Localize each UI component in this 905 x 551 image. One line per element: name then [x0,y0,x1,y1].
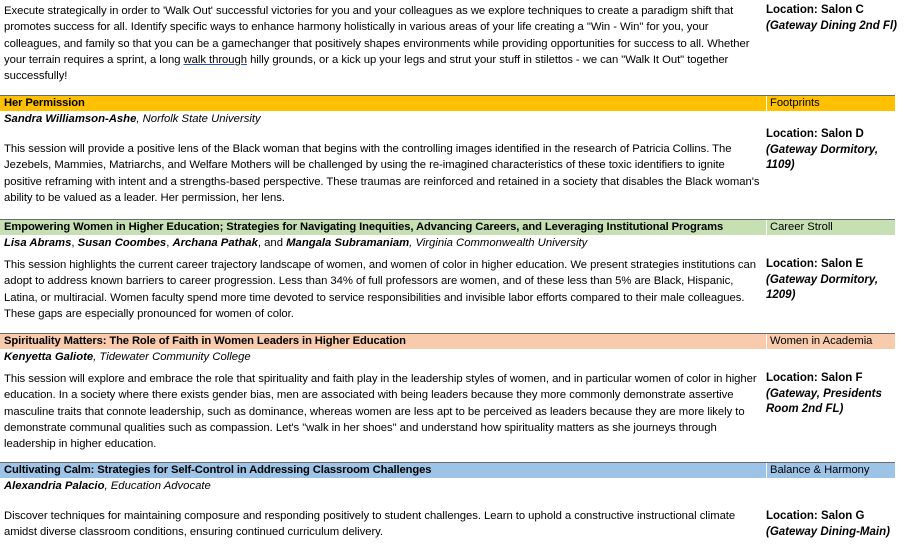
author-name: Lisa Abrams [4,237,72,249]
session-category: Women in Academia [766,334,895,349]
intro-description [4,3,762,84]
session-3-authors [4,350,251,364]
location-building: (Gateway Dining 2nd Fl) [766,19,897,32]
intro-text: Execute strategically in order to 'Walk Out' successful victories for you and your colleagues as we explore techniques to create a paradigm shift that promotes success for all. Identify specific ways to enhance harmony holistically in various areas of your life creating a "Win - Win" for you, your colleagues, and family so that you can be a gamechanger that positively shapes environments while providing opportunities for success to all. Whether your terrain requires a sprint, a long [4,5,750,66]
location-room: Location: Salon G [766,510,865,522]
session-1-header [0,96,895,111]
session-1-authors [4,112,261,126]
location-room: Location: Salon E [766,258,864,270]
location-room: Location: Salon F [766,372,863,384]
location-building: (Gateway Dormitory, 1109) [766,143,879,171]
session-2-description: This session highlights the current career trajectory landscape of women, and women of color in higher education. We present strategies institutions can adopt to address known barriers to career progression. Less than 34% of full professors are women, and of these less than 5% are Black, Hispanic, Latina, or multiracial. Women faculty spend more time devoted to service responsibilities and invisible labor efforts compared to their male colleagues. These gaps are especially pronounced for women of color. [4,259,756,320]
session-title: Cultivating Calm: Strategies for Self-Control in Addressing Classroom Challenges [4,464,432,476]
author-name: Susan Coombes [77,237,167,249]
session-1-location [766,127,900,174]
author-name: Archana Pathak [172,237,258,249]
session-3-location [766,371,900,418]
session-3-description: This session will explore and embrace the role that spirituality and faith play in the leadership styles of women, and in particular women of color in higher education. In a society where there exists gender bias, men are associated with being leaders because they more commonly demonstrate assertive masculine traits that connote leadership, such as dominance, whereas women are less apt to be perceived as leaders because they are more likely to demonstrate communal qualities such as compassion. Let's "walk in her shoes" and understand how spirituality matters as she journeys through leadership in higher education. [4,373,757,451]
author-org: , Tidewater Community College [93,351,251,363]
session-4-authors [4,479,211,493]
intro-text-end: hilly grounds, or a kick up your legs and strut your stuff in stilettos - we can "Walk It Out" together successfully! [4,53,729,83]
location-building: (Gateway Dormitory, 1209) [766,273,879,301]
author-org: , Virginia Commonwealth University [409,237,588,249]
location-room: Location: Salon C [766,4,864,16]
session-4-location [766,509,900,540]
session-3-header [0,334,895,349]
session-2-authors [4,236,587,250]
author-name: Mangala Subramaniam [286,237,410,249]
author-org: , Education Advocate [104,480,211,492]
author-name: Kenyetta Galiote [4,351,94,363]
session-category: Balance & Harmony [766,463,895,478]
session-1-description: This session will provide a positive lens of the Black woman that begins with the controlling images identified in the research of Patricia Collins. The Jezebels, Mammies, Matriarchs, and Welfare Mothers will be challenged by using the re-imagined characteristics of these toxic identifiers to ignite positive reframing with intent and a strengths-based perspective. These traumas are reinforced and retained in a society that disables the Black woman's ability to be valued as a leader. Her permission, her lens. [4,143,760,204]
location-building: (Gateway Dining-Main) [766,525,890,538]
session-category: Footprints [766,96,895,111]
session-title: Spirituality Matters: The Role of Faith in Women Leaders in Higher Education [4,335,406,347]
session-category: Career Stroll [766,220,895,235]
author-name: Sandra Williamson-Ashe [4,113,137,125]
author-name: Alexandria Palacio [4,480,105,492]
intro-location [766,3,900,34]
session-2-header [0,220,895,235]
session-4-header [0,463,895,478]
session-2-location [766,257,900,304]
session-title: Her Permission [4,97,85,109]
intro-link-text: walk through [183,53,247,66]
session-title: Empowering Women in Higher Education; Strategies for Navigating Inequities, Advancing Careers, and Leveraging Institutional Programs [4,221,724,233]
location-room: Location: Salon D [766,128,864,140]
author-separator: , and [257,237,287,249]
author-org: , Norfolk State University [136,113,261,125]
location-building: (Gateway, Presidents Room 2nd FL) [766,387,882,415]
author-separator: , [71,237,78,249]
author-separator: , [166,237,173,249]
session-4-description: Discover techniques for maintaining composure and responding positively to student challenges. Learn to uphold a constructive instructional climate amidst diverse classroom conditions, ensuring continued curriculum delivery. [4,510,736,539]
